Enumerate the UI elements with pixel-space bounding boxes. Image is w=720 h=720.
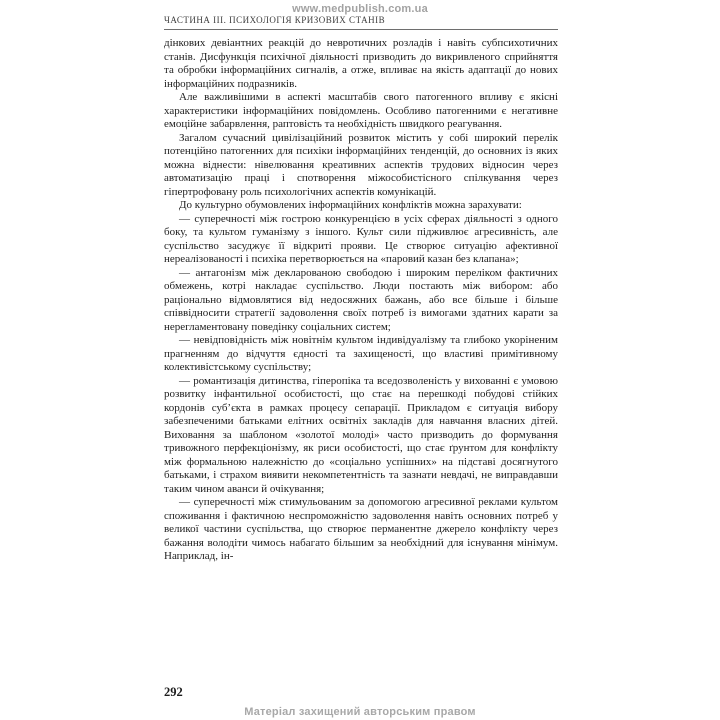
body-paragraph: дінкових девіантних реакцій до невротичних розладів і навіть субпсихотичних станів. Дисфункція психічної діяльності призводить до викривленого сприйняття та обробки інформаційних сигналів, а отже, впливає на якість адаптації до нових інформаційних подразників. [164, 37, 558, 90]
body-text-column [164, 37, 558, 682]
body-paragraph: Загалом сучасний цивілізаційний розвиток містить у собі широкий перелік потенційно патогенних для психіки інформаційних тенденцій, до основних із яких можна віднести: нівелювання креативних аспектів трудових відносин через автоматизацію праці і спотворення міжособистісного спілкування через гіпертрофовану роль психологічних аспектів комунікацій. [164, 131, 558, 198]
page-number: 292 [164, 685, 183, 699]
body-paragraph-list-item: — антагонізм між декларованою свободою і широким переліком фактичних обмежень, котрі накладає суспільство. Люди постають між вибором: або раціонально відмовлятися від недосяжних бажань, або все більше і більше співвідносити стратегії задоволення своїх потреб із вимогами здатних карати за нерегламентовану поведінку соціальних систем; [164, 266, 558, 333]
body-paragraph-list-item: — суперечності між гострою конкуренцією в усіх сферах діяльності з одного боку, та культом гуманізму з іншого. Культ сили підживлює агресивність, але суспільство засуджує її відкриті прояви. Це створює ситуацію афективної нереалізованості і психіка перетворюється на «паровий казан без клапана»; [164, 212, 558, 265]
copyright-watermark: Матеріал захищений авторським правом [244, 706, 476, 718]
body-paragraph-list-item: — романтизація дитинства, гіперопіка та вседозволеність у вихованні є умовою розвитку інфантильної особистості, що стає на перешкоді побудові стійких кордонів суб’єкта в рамках процесу сепарації. Прикладом є ситуація вибору забезпеченими батьками елітних освітніх закладів для навчання власних дітей. Виховання за шаблоном «золотої молоді» часто призводить до формування тривожного перфекціонізму, як риси особистості, що стає ґрунтом для конфлікту між формальною належністю до «соціально успішних» на підставі досягнутого батьками, і страхом виявити некомпетентність та зазнати невдачі, не виправдавши таким чином аванси й очікування; [164, 374, 558, 495]
publisher-url-watermark: www.medpublish.com.ua [292, 3, 428, 15]
running-header [164, 15, 558, 30]
body-paragraph-list-item: — суперечності між стимульованим за допомогою агресивної реклами культом споживання і фактичною неспроможністю задоволення навіть основних потреб у великої частини суспільства, що створює перманентне джерело конфлікту через бажання володіти чимось набагато більшим за необхідний для існування мінімум. Наприклад, ін- [164, 496, 558, 562]
body-paragraph: Але важливішими в аспекті масштабів свого патогенного впливу є якісні характеристики інформаційних повідомлень. Особливо патогенними є негативне емоційне забарвлення, раптовість та необхідність швидкого реагування. [164, 91, 558, 130]
running-header-title: ЧАСТИНА III. ПСИХОЛОГІЯ КРИЗОВИХ СТАНІВ [164, 15, 386, 25]
page-content [164, 15, 558, 682]
body-paragraph: До культурно обумовлених інформаційних конфліктів можна зарахувати: [179, 199, 522, 211]
body-paragraph-list-item: — невідповідність між новітнім культом індивідуалізму та глибоко укоріненим прагненням до відчуття єдності та захищеності, що властиві примітивному колективістському суспільству; [164, 334, 558, 373]
